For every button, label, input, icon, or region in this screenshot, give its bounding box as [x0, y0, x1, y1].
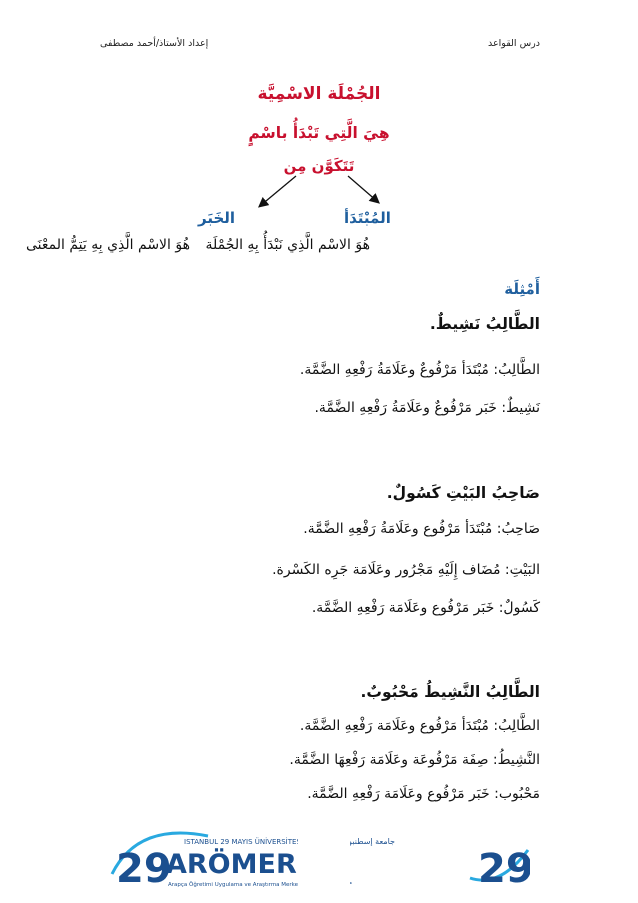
aromer-logo: [108, 830, 298, 892]
example-2-line-1: صَاحِبُ: مُبْتَدَأ مَرْفُوع وعَلَامَةُ رَفْعِهِ الضَّمَّة.: [303, 521, 540, 537]
arabic-center-logo: [350, 830, 530, 892]
author-header: إعداد الأستاذ/أحمد مصطفى: [100, 38, 209, 49]
arrow-to-khabar: [260, 176, 296, 206]
example-2-line-2: البَيْتِ: مُضَاف إِلَيْهِ مَجْرُور وعَلَامَة جَرِه الكَسْرة.: [272, 562, 540, 578]
arabic-center-top-text: جامعة إسطنبو: [350, 837, 395, 846]
lesson-header: درس القواعد: [488, 38, 540, 49]
example-1-line-2: نَشِيطٌ: خَبَر مَرْفُوعٌ وعَلَامَةُ رَفْعِهِ الضَّمَّة.: [314, 400, 540, 416]
khabar-definition: هُوَ الاسْم الَّذِي بِهِ يَتِمُّ المعْنَى: [26, 237, 190, 253]
composed-of-text: تَتَكَوَّن مِن: [283, 157, 355, 175]
examples-heading: أَمْثِلَة: [504, 280, 540, 298]
aromer-subtext: Arapça Öğretimi Uygulama ve Araştırma Merkezi: [168, 882, 298, 888]
page-title: الجُمْلَة الاسْمِيَّة: [257, 84, 381, 104]
aromer-number: 29: [116, 846, 172, 892]
example-3-sentence: الطَّالِبُ النَّشِيطُ مَحْبُوبٌ.: [360, 683, 540, 701]
example-3-line-1: الطَّالِبُ: مُبْتَدَأ مَرْفُوع وعَلَامَة رَفْعِهِ الضَّمَّة.: [299, 718, 540, 734]
mubtada-label: المُبْتَدَأ: [344, 209, 391, 227]
khabar-label: الخَبَر: [198, 209, 236, 227]
arabic-center-number: 29: [478, 846, 530, 892]
example-2-sentence: صَاحِبُ البَيْتِ كَسُولٌ.: [386, 484, 540, 502]
example-1-sentence: الطَّالِبُ نَشِيطٌ.: [429, 315, 540, 333]
arabic-center-subtext: م: [350, 880, 352, 886]
example-2-line-3: كَسُولٌ: خَبَر مَرْفُوع وعَلَامَة رَفْعِهِ الضَّمَّة.: [311, 600, 540, 616]
example-3-line-2: النَّشِيطُ: صِفَة مَرْفُوعَة وعَلَامَة رَفْعِهَا الضَّمَّة.: [289, 752, 540, 768]
aromer-arc-text: ISTANBUL 29 MAYIS ÜNİVERSİTESİ: [184, 838, 298, 846]
mubtada-definition: هُوَ الاسْم الَّذِي نَبْدَأُ بِهِ الجُمْلَة: [205, 237, 370, 253]
arrow-to-mubtada: [348, 176, 378, 202]
example-3-line-3: مَحْبُوب: خَبَر مَرْفُوع وعَلَامَة رَفْعِهِ الضَّمَّة.: [307, 786, 540, 802]
aromer-name: ARÖMER: [166, 849, 297, 880]
example-1-line-1: الطَّالِبُ: مُبْتَدَأ مَرْفُوعٌ وعَلَامَةُ رَفْعِهِ الضَّمَّة.: [299, 362, 540, 378]
definition-text: هِيَ الَّتِي تَبْدَأُ باسْمٍ: [248, 124, 390, 142]
